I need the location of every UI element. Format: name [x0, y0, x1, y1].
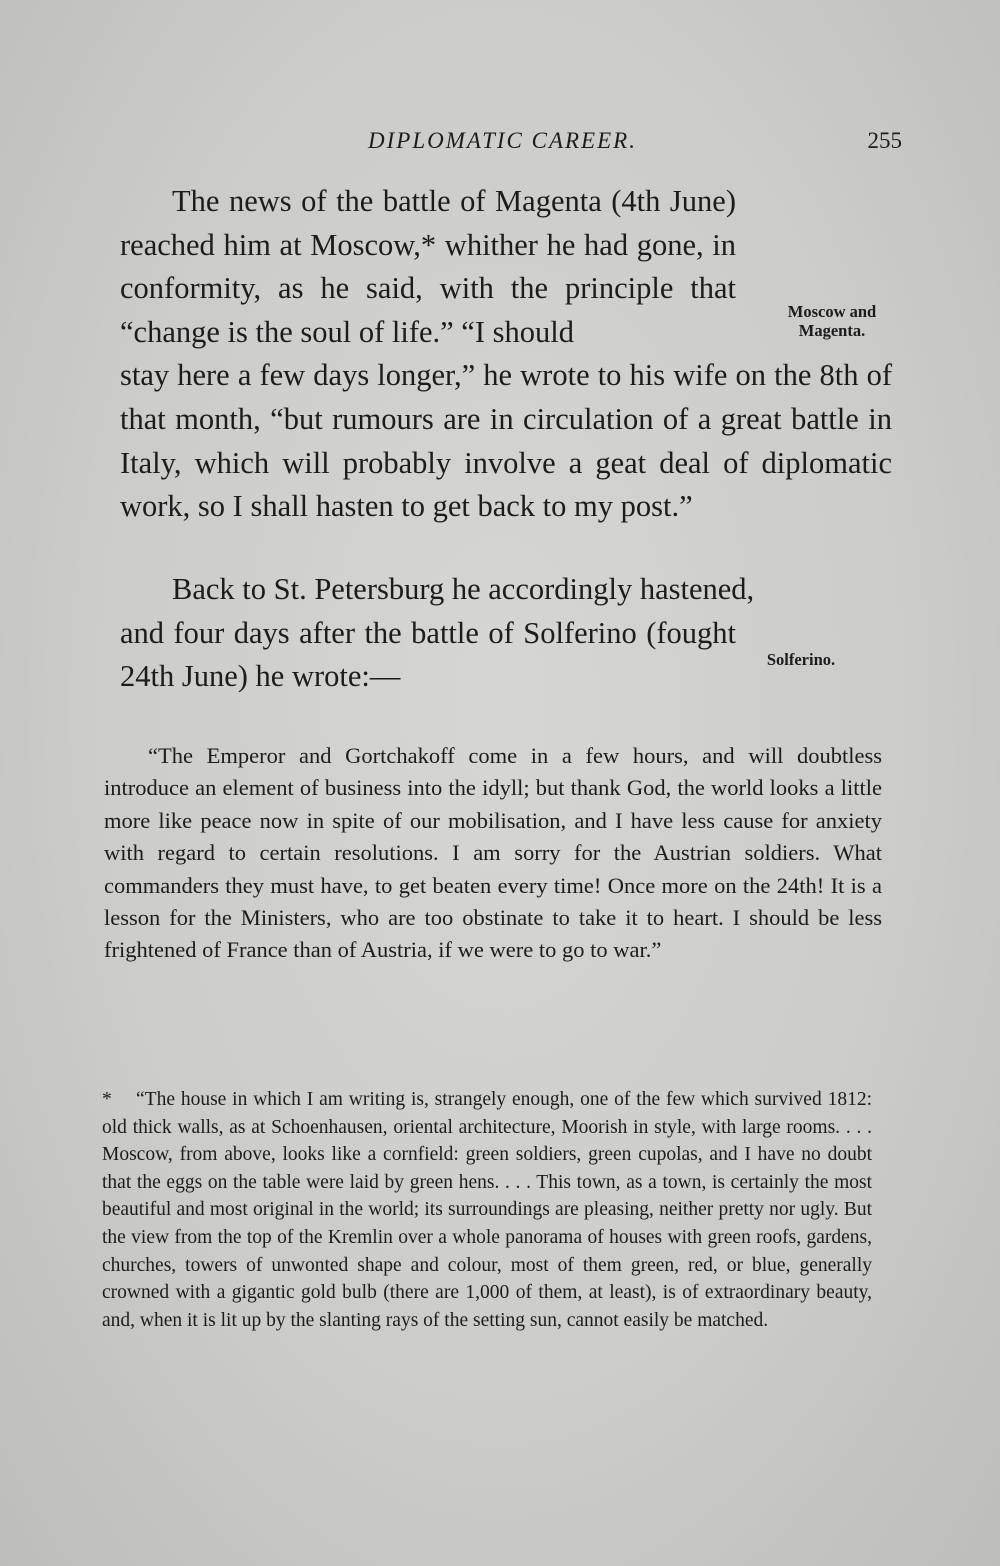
footnote-text: “The house in which I am writing is, strangely enough, one of the few which survived 1812: old thick walls, as at Schoenhausen, oriental architecture, Moorish in style, with large rooms. . . . Moscow, from above, looks like a cornfield: green soldiers, green cupolas, and I have no doubt that the eggs on the table were laid by green hens. . . . This town, as a town, is certainly the most beautiful and most original in the world; its surroundings are pleasing, neither pretty nor ugly. But the view from the top of the Kremlin over a whole panorama of houses with green roofs, gardens, churches, towers of unwonted shape and colour, most of them green, red, or blue, generally crowned with a gigantic gold bulb (there are 1,000 of them, at least), is of extraordinary beauty, and, when it is lit up by the slanting rays of the setting sun, cannot easily be matched.: [102, 1089, 872, 1331]
footnote-marker: *: [102, 1089, 112, 1110]
paragraph-solferino-part-a: Back to St. Petersburg he accordingly hastened,: [172, 572, 755, 606]
running-title: DIPLOMATIC CAREER.: [368, 128, 637, 153]
running-head: [120, 128, 902, 168]
paragraph-solferino: [120, 568, 892, 699]
paragraph-magenta-part-a: The news of the battle of Magenta (4th June) reached him at Moscow,* whither he had gone, in conformity, as he said, with the principle that “change is the soul of life.” “I should: [120, 184, 736, 349]
page-number: 255: [867, 128, 902, 153]
paragraph-solferino-part-b: and four days after the battle of Solferino (fought 24th June) he wrote:—: [120, 615, 736, 694]
paragraph-magenta: [120, 180, 892, 529]
paragraph-magenta-part-b: stay here a few days longer,” he wrote to his wife on the 8th of that month, “but rumours are in circulation of a great battle in Italy, which will probably involve a geat deal of diplomatic work, so I shall hasten to get back to my post.”: [120, 358, 892, 524]
footnote: [102, 1086, 872, 1334]
margin-note-solferino: Solferino.: [766, 650, 836, 669]
margin-note-moscow: Moscow and Magenta.: [787, 302, 877, 340]
letter-extract: [104, 740, 882, 967]
letter-extract-text: “The Emperor and Gortchakoff come in a few hours, and will doubtless introduce an element of business into the idyll; but thank God, the world looks a little more like peace now in spite of our mobilisation, and I have less cause for anxiety with regard to certain resolutions. I am sorry for the Austrian soldiers. What commanders they must have, to get beaten every time! Once more on the 24th! It is a lesson for the Ministers, who are too obstinate to take it to heart. I should be less frightened of France than of Austria, if we were to go to war.”: [104, 743, 882, 963]
